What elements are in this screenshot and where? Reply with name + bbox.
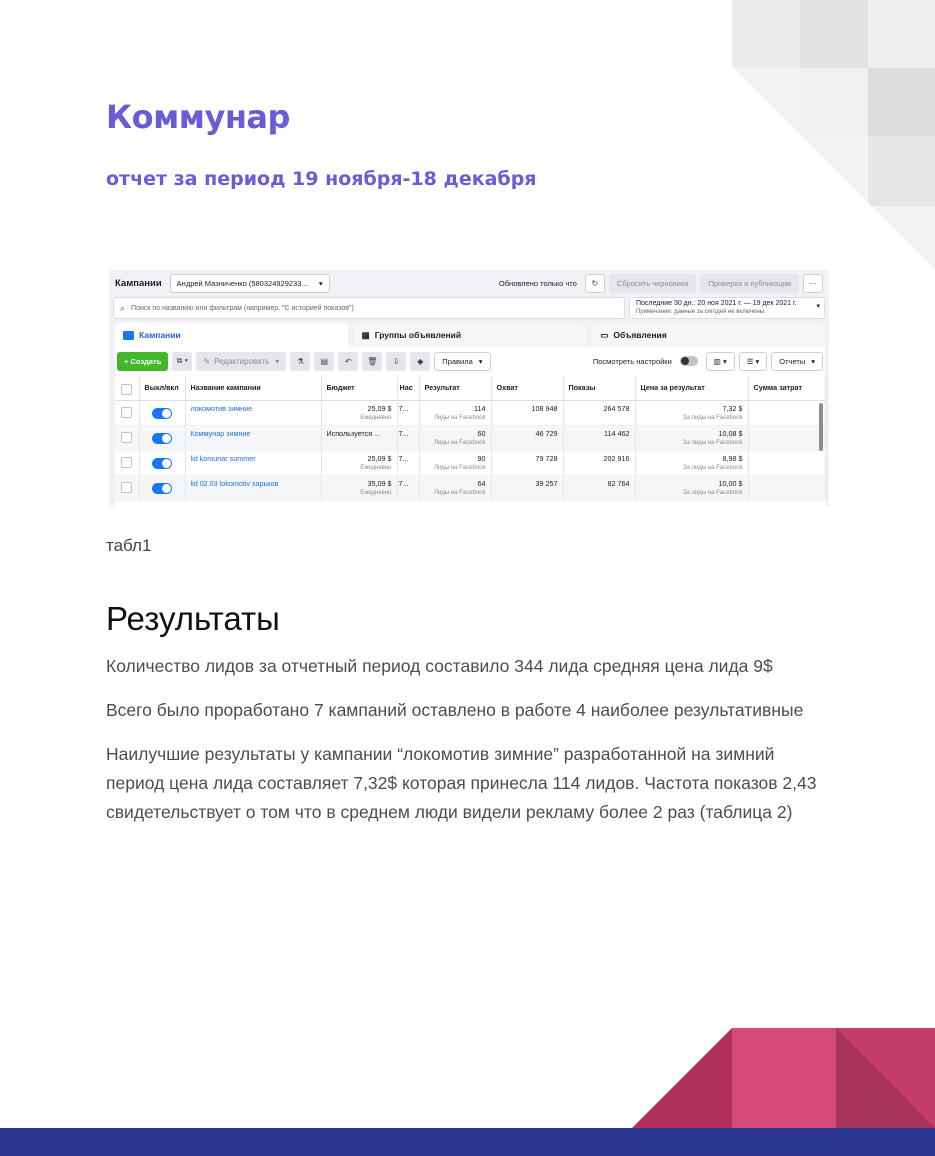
budget-value: Используется ... [326, 428, 381, 438]
budget-value: 35,09 $ [367, 478, 392, 488]
folder-icon [123, 331, 134, 340]
trash-icon: 🗑 [367, 356, 378, 366]
export-icon: ⇩ [392, 356, 400, 366]
ab-test-button[interactable] [290, 352, 310, 371]
table-row[interactable] [115, 425, 825, 450]
dropdown-arrow-icon: ▾ [275, 356, 280, 366]
campaigns-panel [115, 347, 825, 506]
campaign-toggle[interactable] [152, 408, 172, 419]
review-publish-button[interactable]: Проверка и публикация [700, 274, 799, 293]
table-toolbar [115, 349, 825, 373]
col-amount-spent[interactable]: Сумма затрат [748, 376, 825, 400]
export-button[interactable] [386, 352, 406, 371]
deco-tile [732, 0, 800, 68]
document-title: Коммунар [106, 98, 290, 136]
more-button[interactable]: ··· [803, 274, 823, 293]
tab-ads[interactable] [592, 323, 825, 347]
level-tabs [115, 323, 825, 347]
edit-button[interactable] [196, 352, 286, 371]
breakdown-button[interactable] [739, 352, 768, 371]
table-scrollbar[interactable] [819, 403, 823, 451]
col-impressions[interactable]: Показы [563, 376, 635, 400]
tab-label: Объявления [613, 330, 667, 340]
campaign-toggle[interactable] [152, 458, 172, 469]
results-paragraph-leads: Количество лидов за отчетный период составило 344 лида средняя цена лида 9$ [106, 656, 773, 676]
result-sub: Лиды на Facebook [434, 489, 486, 496]
reports-button[interactable] [771, 352, 823, 371]
reach-value: 79 728 [491, 450, 563, 475]
flask-icon: ⚗ [296, 356, 304, 366]
impressions-value: 264 578 [563, 400, 635, 425]
col-delivery[interactable]: Нас [397, 376, 419, 400]
cpr-sub: За лиды на Facebook [682, 489, 743, 496]
date-range-note: Примечание: данные за сегодня не включены. [636, 309, 766, 315]
budget-sub: Ежедневно [360, 464, 392, 471]
undo-button[interactable] [338, 352, 358, 371]
search-input[interactable] [113, 297, 625, 319]
campaign-toggle[interactable] [152, 483, 172, 494]
campaigns-screenshot [109, 270, 829, 506]
col-result[interactable]: Результат [419, 376, 491, 400]
col-campaign-name[interactable]: Название кампании [185, 376, 321, 400]
deco-bottom-tile [732, 1028, 836, 1128]
deco-bottom-triangle [632, 1028, 732, 1128]
col-budget[interactable]: Бюджет [321, 376, 397, 400]
tab-label: Кампании [139, 330, 181, 340]
row-checkbox[interactable] [121, 407, 132, 418]
impressions-value: 202 916 [563, 450, 635, 475]
tab-ad-sets[interactable] [354, 323, 587, 347]
col-toggle[interactable]: Выкл/вкл [139, 376, 185, 400]
cpr-sub: За лиды на Facebook [682, 414, 743, 421]
result-sub: Лиды на Facebook [434, 414, 486, 421]
table-row[interactable] [115, 475, 825, 500]
campaigns-label: Кампании [115, 277, 162, 289]
select-all-checkbox[interactable] [121, 384, 132, 395]
results-paragraph-campaigns: Всего было проработано 7 кампаний оставлено в работе 4 наиболее результативные [106, 700, 804, 720]
campaigns-table [115, 376, 826, 501]
dropdown-arrow-icon: ▾ [478, 356, 483, 366]
budget-value: 25,09 $ [367, 453, 392, 463]
account-name: Андрей Мазниченко (580324929233... [176, 278, 308, 288]
updated-status: Обновлено только что [498, 278, 577, 288]
report-period: отчет за период 19 ноября-18 декабря [106, 168, 537, 190]
cpr-value: 8,98 $ [722, 453, 743, 463]
search-row [113, 297, 825, 319]
clipboard-icon: ▤ [320, 356, 329, 366]
spend-value [748, 475, 825, 500]
cpr-value: 10,08 $ [718, 428, 743, 438]
delivery-value: 7... [397, 425, 419, 450]
refresh-button[interactable] [585, 274, 605, 293]
deco-tile [800, 68, 868, 136]
col-cost-per-result[interactable]: Цена за результат [635, 376, 748, 400]
tab-label: Группы объявлений [374, 330, 462, 340]
table-row[interactable] [115, 450, 825, 475]
rules-label: Правила [442, 356, 473, 366]
search-icon: ⌕ [120, 302, 126, 313]
search-placeholder: Поиск по названию или фильтрам (например, "С историей показов") [131, 304, 354, 312]
reset-drafts-button[interactable]: Сбросить черновики [609, 274, 697, 293]
table-caption: табл1 [106, 536, 152, 555]
budget-sub: Ежедневно [360, 489, 392, 496]
view-settings-label: Посмотреть настройки [592, 356, 672, 366]
budget-value: 25,09 $ [367, 403, 392, 413]
columns-icon: ▥ ▾ [713, 356, 727, 366]
screenshot-topbar [109, 270, 829, 296]
results-heading: Результаты [106, 600, 280, 637]
delivery-value: 7... [397, 450, 419, 475]
reach-value: 46 729 [491, 425, 563, 450]
result-value: 90 [477, 453, 486, 463]
footer-band [0, 1128, 935, 1156]
row-checkbox[interactable] [121, 432, 132, 443]
result-value: 114 [474, 403, 486, 413]
row-checkbox[interactable] [121, 457, 132, 468]
select-all-cell[interactable] [115, 376, 139, 400]
spend-value [748, 450, 825, 475]
budget-sub: Ежедневно [360, 414, 392, 421]
undo-icon: ↶ [344, 356, 352, 366]
toggle-knob [681, 357, 689, 365]
date-range-text: Последние 30 дн.: 20 ноя 2021 г. — 19 дек 2021 г. [636, 300, 797, 307]
rules-button[interactable] [434, 352, 490, 371]
breakdown-icon: ☰ ▾ [746, 356, 760, 366]
reach-value: 39 257 [491, 475, 563, 500]
delivery-value: 7... [397, 475, 419, 500]
campaign-name-link[interactable]: Коммунар зимние [185, 425, 321, 450]
reach-value: 108 948 [491, 400, 563, 425]
table-header-row [115, 376, 825, 400]
campaign-toggle[interactable] [152, 433, 172, 444]
delete-button[interactable] [362, 352, 382, 371]
duplicate-button[interactable] [172, 352, 192, 371]
date-range-picker[interactable] [629, 297, 825, 319]
refresh-icon: ↻ [591, 278, 599, 288]
dropdown-arrow-icon: ▾ [318, 278, 323, 288]
clipboard-button[interactable] [314, 352, 334, 371]
reports-label: Отчеты [779, 356, 806, 366]
grid-icon: ▦ [361, 329, 370, 340]
deco-tile [868, 0, 935, 68]
columns-button[interactable] [706, 352, 735, 371]
row-checkbox[interactable] [121, 482, 132, 493]
col-reach[interactable]: Охват [491, 376, 563, 400]
ad-icon: ▭ [600, 329, 609, 340]
edit-label: Редактировать [214, 356, 270, 366]
result-value: 64 [477, 478, 486, 488]
spend-value [748, 400, 825, 425]
view-settings-toggle[interactable] [680, 356, 698, 366]
pencil-icon: ✎ [203, 356, 211, 366]
cpr-sub: За лиды на Facebook [682, 464, 743, 471]
dropdown-arrow-icon: ▾ [816, 303, 820, 310]
impressions-value: 114 462 [563, 425, 635, 450]
tag-icon: ◆ [417, 356, 424, 366]
cpr-sub: За лиды на Facebook [682, 439, 743, 446]
account-selector[interactable] [170, 274, 330, 293]
deco-tile [800, 0, 868, 68]
cpr-value: 7,32 $ [722, 403, 743, 413]
table-row[interactable] [115, 400, 825, 425]
dropdown-arrow-icon: ▾ [811, 356, 815, 366]
delivery-value: 7... [397, 400, 419, 425]
tag-button[interactable] [410, 352, 430, 371]
result-sub: Лиды на Facebook [434, 464, 486, 471]
result-value: 60 [477, 428, 486, 438]
results-paragraph-best: Наилучшие результаты у кампании “локомотив зимние” разработанной на зимний период цена лида составляет 7,32$ которая принесла 114 лидов. Частота показов 2,43 свидетельствует о том что в среднем люди видели рекламу более 2 раз (таблица 2) [106, 744, 817, 822]
deco-tile [868, 136, 935, 206]
cpr-value: 10,00 $ [718, 478, 743, 488]
impressions-value: 82 764 [563, 475, 635, 500]
campaign-name-link[interactable]: локомотив зимние [185, 400, 321, 425]
campaign-name-link[interactable]: lid 02.03 lokomotiv харьков [185, 475, 321, 500]
deco-tile [868, 68, 935, 136]
duplicate-icon: ⧉ ▾ [176, 356, 188, 365]
campaign-name-link[interactable]: lid komunar summer [185, 450, 321, 475]
tab-campaigns[interactable] [115, 323, 348, 347]
result-sub: Лиды на Facebook [434, 439, 486, 446]
create-button[interactable]: + Создать [117, 352, 168, 371]
spend-value [748, 425, 825, 450]
